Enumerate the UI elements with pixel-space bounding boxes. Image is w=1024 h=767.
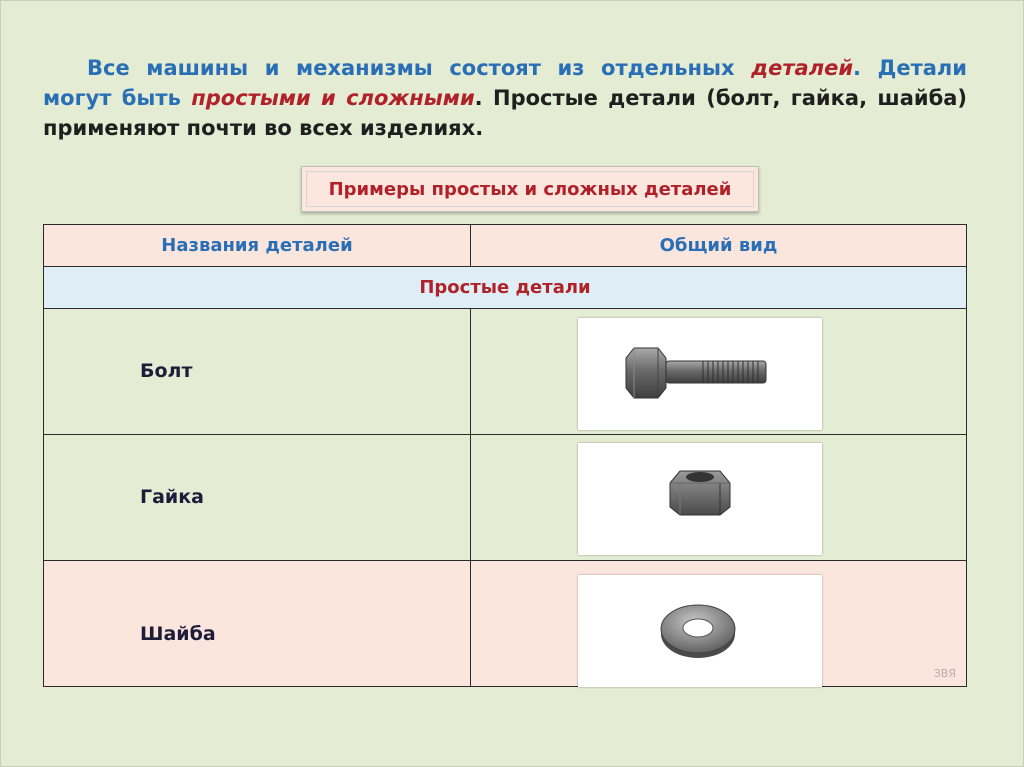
intro-text-and: и — [310, 86, 347, 110]
bolt-image — [578, 318, 822, 430]
section-simple-parts: Простые детали — [44, 267, 967, 309]
intro-paragraph — [43, 53, 967, 143]
part-name-cell — [44, 309, 471, 435]
intro-text-2: . Детали могут быть — [43, 56, 968, 110]
nut-image — [578, 443, 822, 555]
washer-image — [578, 575, 822, 687]
table-caption — [301, 166, 759, 212]
table-row — [44, 309, 967, 435]
intro-term-simple: простыми — [191, 86, 311, 110]
intro-text-1: Все машины и механизмы состоят из отдельных — [87, 56, 752, 80]
section-row — [44, 267, 967, 309]
part-view-cell — [471, 435, 967, 561]
table-row — [44, 561, 967, 687]
part-name: Гайка — [140, 486, 204, 508]
intro-text-3: . Простые детали (болт, гайка, шайба) применяют почти во всех изделиях — [43, 86, 968, 140]
intro-term-details: деталей — [751, 56, 854, 80]
intro-text-4: . — [475, 116, 484, 140]
watermark: ЗВЯ — [933, 667, 956, 680]
header-names: Названия деталей — [44, 225, 471, 267]
part-name-cell — [44, 561, 471, 687]
part-name: Шайба — [140, 623, 216, 645]
caption-text: Примеры простых и сложных деталей — [328, 178, 732, 200]
part-view-cell — [471, 561, 967, 687]
part-name: Болт — [140, 360, 193, 382]
table-header-row — [44, 225, 967, 267]
part-name-cell — [44, 435, 471, 561]
intro-term-complex: сложными — [346, 86, 475, 110]
header-view: Общий вид — [471, 225, 967, 267]
part-view-cell — [471, 309, 967, 435]
parts-table — [43, 224, 967, 687]
table-row — [44, 435, 967, 561]
